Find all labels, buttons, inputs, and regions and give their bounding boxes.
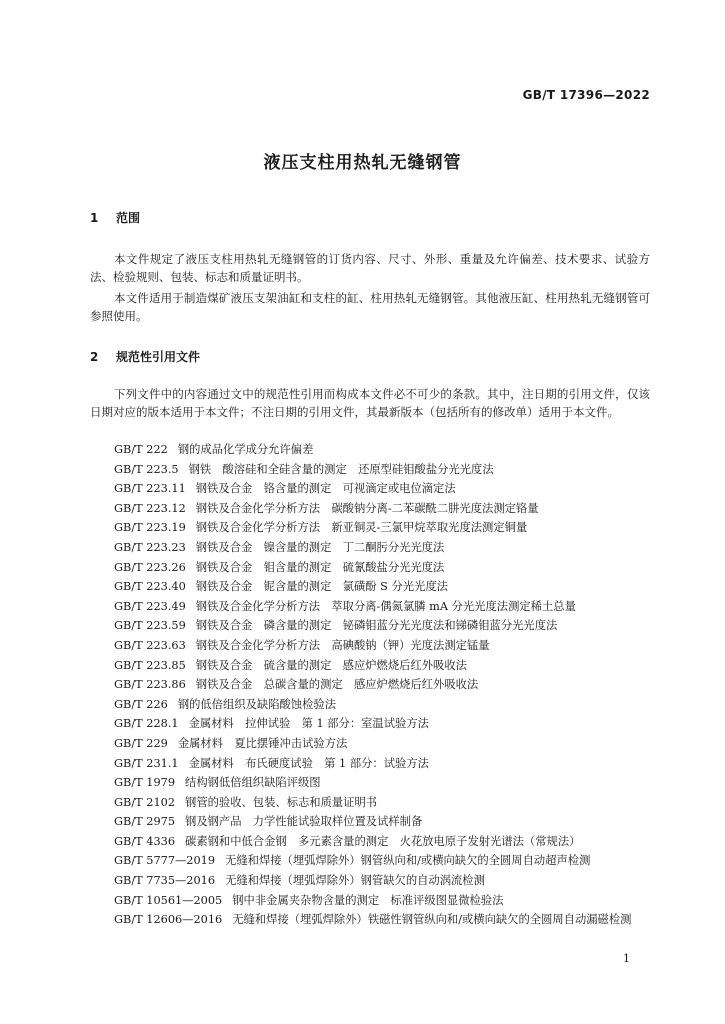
- reference-code: GB/T 229: [114, 736, 168, 750]
- reference-title: 钢中非金属夹杂物含量的测定 标准评级图显微检验法: [232, 893, 504, 907]
- reference-title: 无缝和焊接（埋弧焊除外）铁磁性钢管纵向和/或横向缺欠的全圆周自动漏磁检测: [232, 913, 632, 927]
- section-title: 范围: [116, 211, 141, 225]
- reference-title: 钢的低倍组织及缺陷酸蚀检验法: [177, 697, 336, 711]
- reference-item: [90, 440, 650, 460]
- reference-title: 钢及钢产品 力学性能试验取样位置及试样制备: [185, 815, 423, 829]
- reference-title: 钢铁及合金 总碳含量的测定 感应炉燃烧后红外吸收法: [195, 678, 479, 692]
- reference-title: 钢铁 酸溶硅和全硅含量的测定 还原型硅钼酸盐分光光度法: [188, 462, 494, 476]
- reference-title: 钢铁及合金 钼含量的测定 硫氰酸盐分光光度法: [195, 560, 445, 574]
- scope-paragraph-1: 本文件规定了液压支柱用热轧无缝钢管的订货内容、尺寸、外形、重量及允许偏差、技术要求、试验方法、检验规则、包装、标志和质量证明书。: [90, 252, 650, 284]
- reference-code: GB/T 4336: [114, 834, 176, 848]
- reference-code: GB/T 222: [114, 443, 168, 456]
- reference-item: [90, 832, 650, 852]
- reference-item: [90, 734, 650, 754]
- reference-title: 钢铁及合金化学分析方法 高碘酸钠（钾）光度法测定锰量: [195, 638, 490, 652]
- page-number: 1: [623, 952, 630, 965]
- reference-item: [90, 460, 650, 480]
- reference-title: 结构钢低倍组织缺陷评级图: [185, 776, 321, 790]
- reference-title: 碳素钢和中低合金钢 多元素含量的测定 火花放电原子发射光谱法（常规法）: [185, 834, 581, 848]
- reference-code: GB/T 7735—2016: [114, 874, 216, 888]
- reference-title: 钢管的验收、包装、标志和质量证明书: [185, 795, 378, 809]
- reference-code: GB/T 2102: [114, 795, 176, 809]
- reference-item: [90, 910, 650, 930]
- reference-code: GB/T 10561—2005: [114, 893, 223, 907]
- reference-code: GB/T 2975: [114, 815, 176, 829]
- reference-item: [90, 812, 650, 832]
- reference-title: 钢铁及合金化学分析方法 新亚铜灵-三氯甲烷萃取光度法测定铜量: [195, 521, 528, 535]
- reference-title: 无缝和焊接（埋弧焊除外）钢管缺欠的自动涡流检测: [225, 874, 485, 888]
- reference-code: GB/T 223.23: [114, 540, 186, 554]
- reference-item: [90, 558, 650, 578]
- reference-code: GB/T 223.12: [114, 501, 186, 515]
- reference-code: GB/T 12606—2016: [114, 913, 223, 927]
- reference-title: 钢铁及合金 铌含量的测定 氯磺酚 S 分光光度法: [195, 580, 448, 594]
- reference-title: 钢的成品化学成分允许偏差: [177, 443, 314, 456]
- reference-code: GB/T 223.11: [114, 482, 186, 496]
- section-title: 规范性引用文件: [116, 350, 201, 364]
- reference-title: 钢铁及合金 硫含量的测定 感应炉燃烧后红外吸收法: [195, 658, 467, 672]
- reference-title: 钢铁及合金化学分析方法 碳酸钠分离-二苯碳酰二肼光度法测定铬量: [195, 501, 539, 515]
- reference-code: GB/T 223.63: [114, 638, 186, 652]
- section-1-heading: [90, 209, 140, 226]
- reference-code: GB/T 223.59: [114, 619, 186, 633]
- reference-code: GB/T 223.49: [114, 599, 186, 613]
- reference-item: [90, 597, 650, 617]
- reference-item: [90, 616, 650, 636]
- reference-code: GB/T 226: [114, 697, 168, 711]
- reference-item: [90, 851, 650, 871]
- reference-item: [90, 871, 650, 891]
- reference-item: [90, 695, 650, 715]
- reference-title: 钢铁及合金 铬含量的测定 可视滴定或电位滴定法: [195, 482, 456, 496]
- reference-item: [90, 636, 650, 656]
- scope-paragraph-2: 本文件适用于制造煤矿液压支架油缸和支柱的缸、柱用热轧无缝钢管。其他液压缸、柱用热轧无缝钢管可参照使用。: [90, 291, 650, 323]
- section-number: 1: [90, 211, 99, 225]
- reference-code: GB/T 223.85: [114, 658, 186, 672]
- section-number: 2: [90, 350, 99, 364]
- reference-title: 钢铁及合金化学分析方法 萃取分离-偶氮氯膦 mA 分光光度法测定稀土总量: [195, 599, 576, 613]
- reference-item: [90, 754, 650, 774]
- reference-code: GB/T 5777—2019: [114, 854, 216, 868]
- document-title: 液压支柱用热轧无缝钢管: [263, 153, 462, 173]
- reference-item: [90, 793, 650, 813]
- reference-item: [90, 538, 650, 558]
- section-2-heading: [90, 348, 200, 365]
- reference-item: [90, 656, 650, 676]
- reference-code: GB/T 223.40: [114, 580, 186, 594]
- reference-title: 金属材料 布氏硬度试验 第 1 部分：试验方法: [188, 756, 429, 770]
- reference-item: [90, 518, 650, 538]
- reference-item: [90, 714, 650, 734]
- reference-item: [90, 675, 650, 695]
- reference-item: [90, 499, 650, 519]
- reference-title: 金属材料 夏比摆锤冲击试验方法: [177, 736, 348, 750]
- standard-code: GB/T 17396—2022: [522, 88, 650, 102]
- reference-title: 钢铁及合金 镍含量的测定 丁二酮肟分光光度法: [195, 540, 445, 554]
- reference-title: 金属材料 拉伸试验 第 1 部分：室温试验方法: [188, 717, 429, 731]
- reference-code: GB/T 223.5: [114, 462, 179, 476]
- reference-list: [90, 440, 650, 930]
- reference-code: GB/T 228.1: [114, 717, 179, 731]
- reference-item: [90, 577, 650, 597]
- reference-code: GB/T 223.26: [114, 560, 186, 574]
- reference-code: GB/T 223.19: [114, 521, 186, 535]
- normative-references-intro: 下列文件中的内容通过文中的规范性引用而构成本文件必不可少的条款。其中，注日期的引用文件，仅该日期对应的版本适用于本文件；不注日期的引用文件，其最新版本（包括所有的修改单）适用于本文件。: [90, 387, 650, 419]
- reference-item: [90, 891, 650, 911]
- reference-code: GB/T 231.1: [114, 756, 179, 770]
- reference-title: 无缝和焊接（埋弧焊除外）钢管纵向和/或横向缺欠的全圆周自动超声检测: [225, 854, 591, 868]
- reference-title: 钢铁及合金 磷含量的测定 铋磷钼蓝分光光度法和锑磷钼蓝分光光度法: [195, 619, 558, 633]
- reference-item: [90, 773, 650, 793]
- reference-code: GB/T 1979: [114, 776, 176, 790]
- reference-item: [90, 479, 650, 499]
- reference-code: GB/T 223.86: [114, 678, 186, 692]
